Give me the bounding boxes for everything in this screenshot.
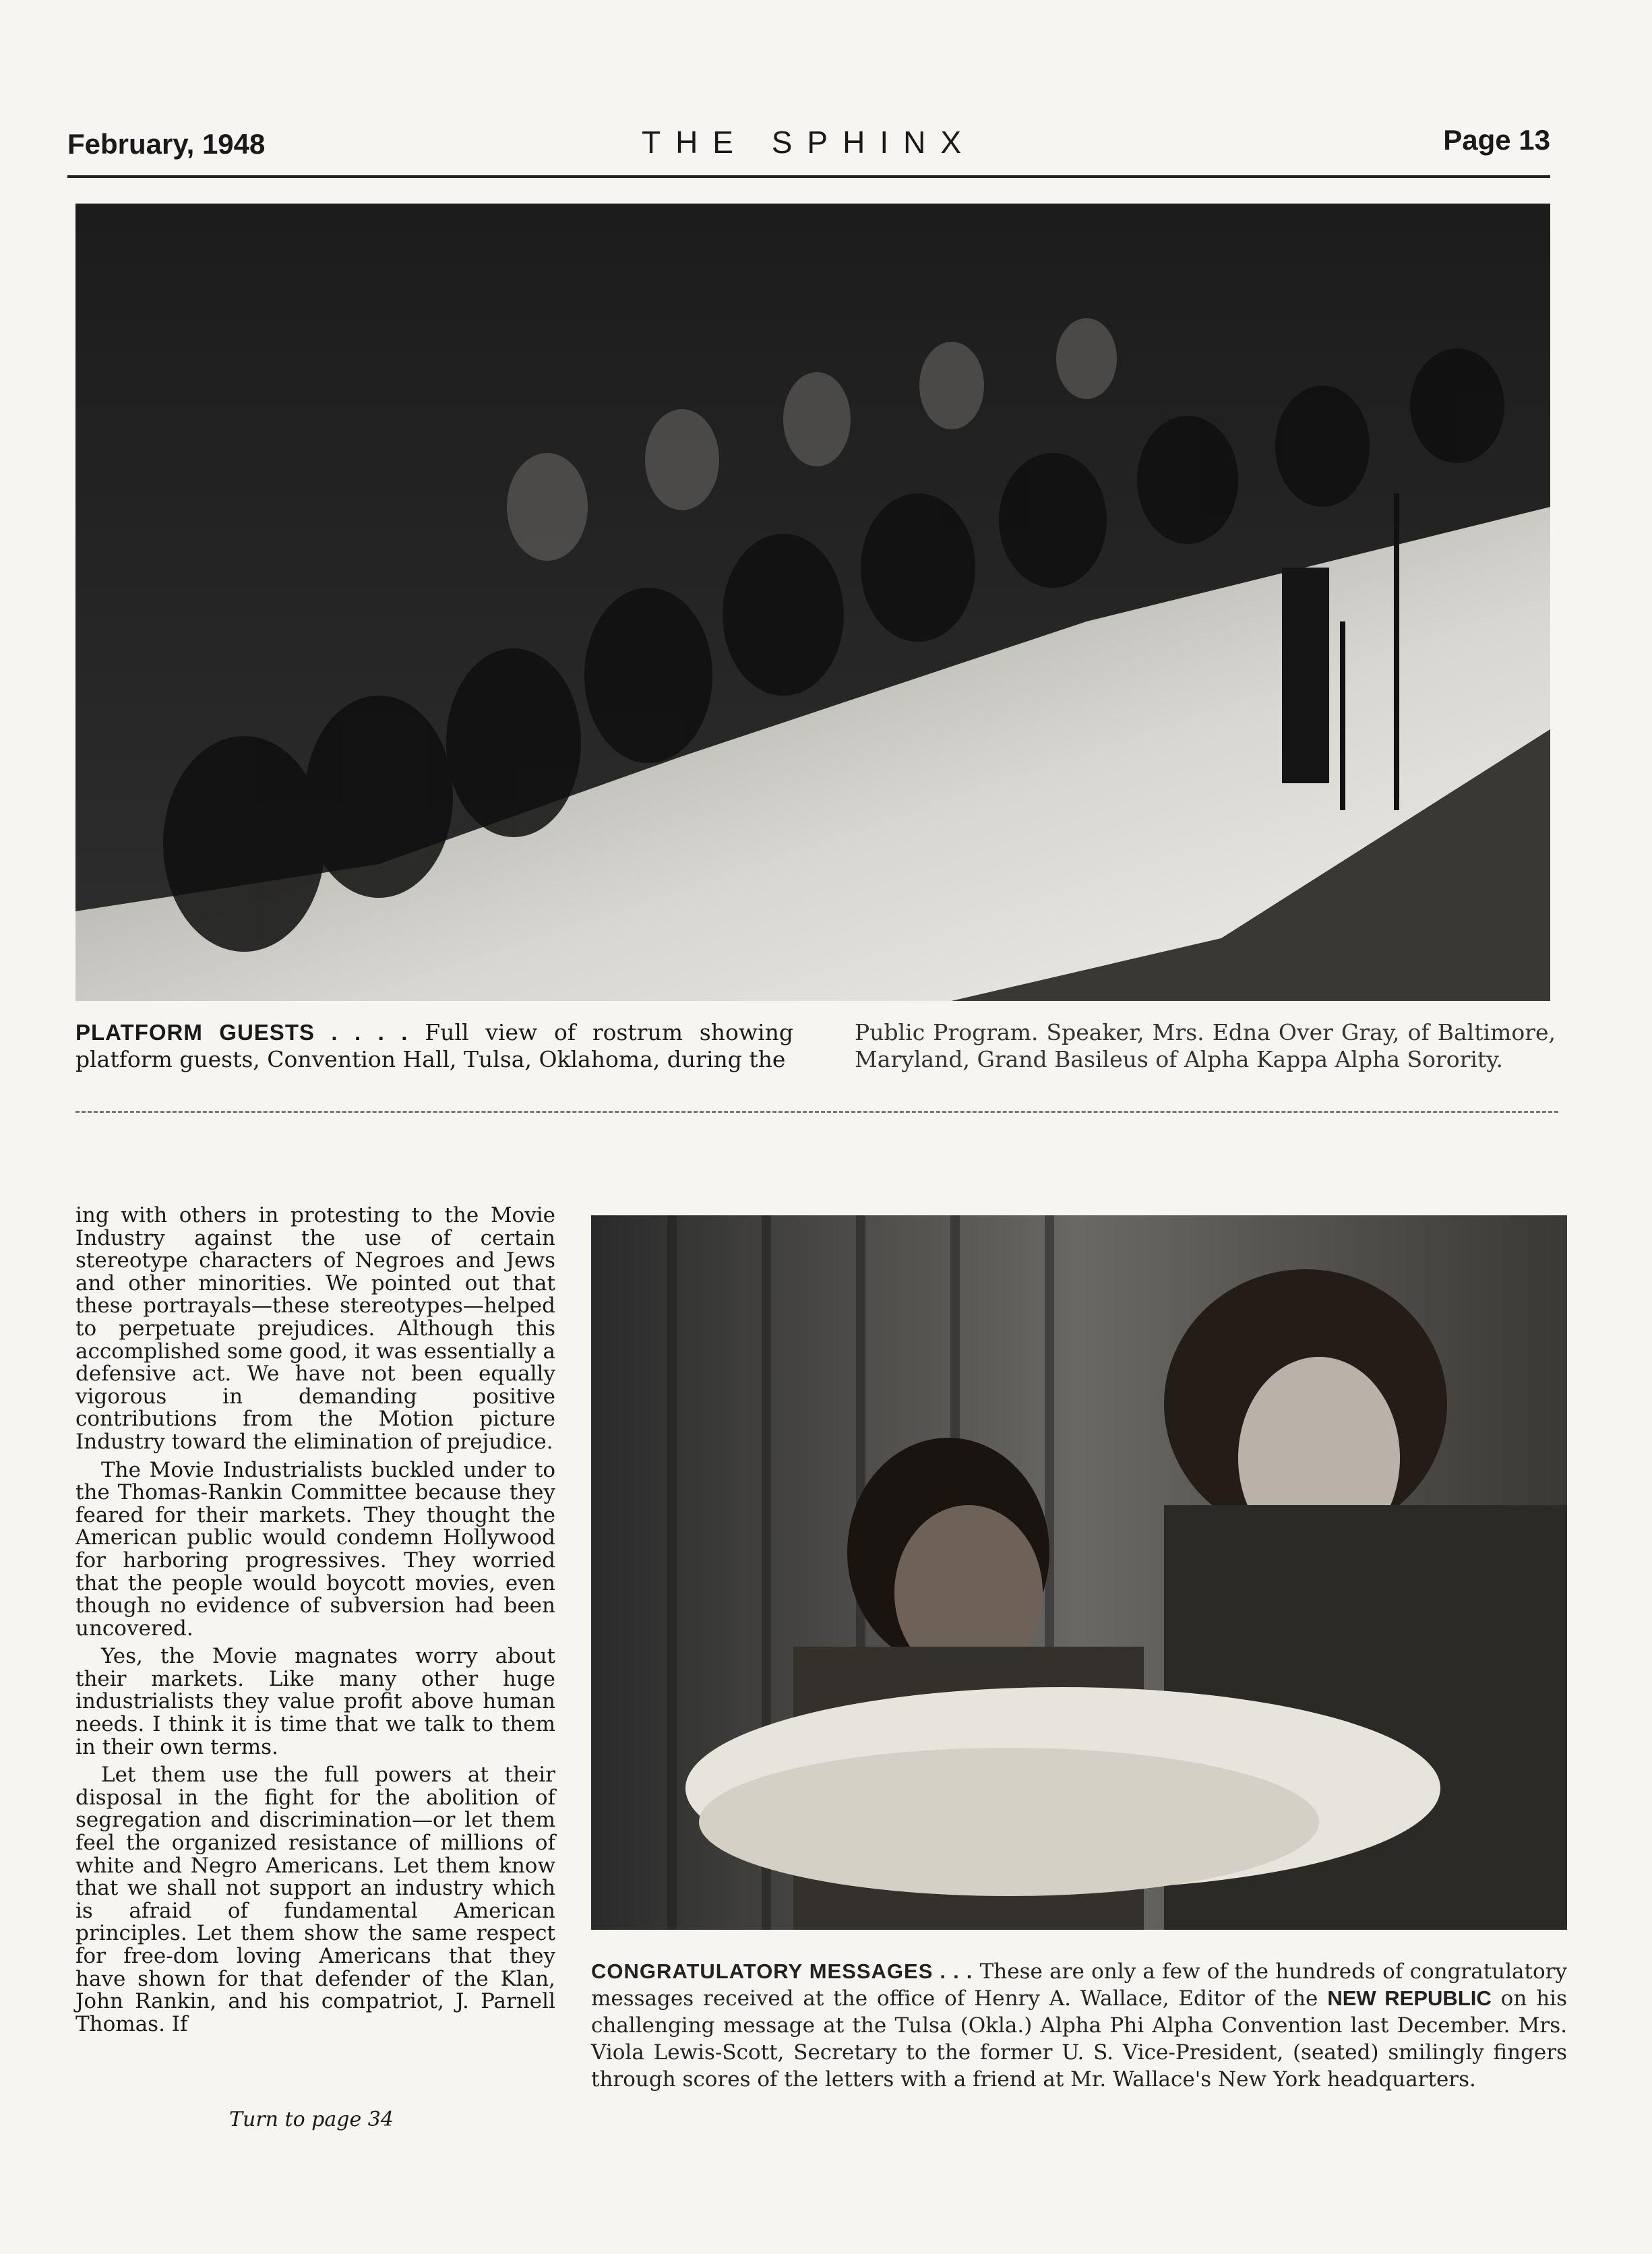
- publication-name: NEW REPUBLIC: [1327, 1986, 1492, 2010]
- photo-platform-guests-icon: [75, 204, 1550, 1001]
- platform-caption-left: [75, 1019, 793, 1073]
- article-paragraph: The Movie Industrialists buckled under to the Thomas-Rankin Committee because they feared for their markets. They thought the American public would condemn Hollywood for harboring progressives. They worried that the people would boycott movies, even though no evidence of subversion had been uncovered.: [75, 1457, 555, 1641]
- caption-text: These are only a few of the hundreds of congratulatory messages received at the office of Henry A. Wallace, Editor of the: [591, 1959, 1567, 2011]
- page-header: [67, 115, 1550, 178]
- page-number: Page 13: [1443, 124, 1550, 156]
- congratulatory-caption: [591, 1958, 1567, 2093]
- platform-caption-right: Public Program. Speaker, Mrs. Edna Over Gray, of Baltimore, Maryland, Grand Basileus of Alpha Kappa Alpha Sorority.: [855, 1019, 1556, 1072]
- caption-text: Full view of rostrum showing platform guests, Convention Hall, Tulsa, Oklahoma, during the: [75, 1019, 794, 1072]
- photo-congratulatory-messages-icon: [591, 1215, 1567, 1930]
- caption-label: PLATFORM GUESTS . . . .: [75, 1020, 408, 1045]
- section-divider: [75, 1111, 1558, 1113]
- platform-guests-photo: [75, 204, 1550, 1001]
- continuation-note: Turn to page 34: [229, 2108, 394, 2131]
- caption-text-continued: on his challenging message at the Tulsa (Okla.) Alpha Phi Alpha Convention last December. Mrs. Viola Lewis-Scott, Secretary to the former U. S. Vice-President, (seated) smilingly fingers through scores of the letters with a friend at Mr. Wallace's New York headquarters.: [591, 1986, 1567, 2092]
- caption-label: CONGRATULATORY MESSAGES . . .: [591, 1959, 973, 1983]
- issue-date: February, 1948: [67, 128, 266, 160]
- article-column: [75, 1205, 555, 2041]
- congratulatory-messages-photo: [591, 1215, 1567, 1930]
- article-paragraph: ing with others in protesting to the Movie Industry against the use of certain stereotype characters of Negroes and Jews and other minorities. We pointed out that these portrayals—these stereotypes—helped to perpetuate prejudices. Although this accomplished some good, it was essentially a defensive act. We have not been equally vigorous in demanding positive contributions from the Motion picture Industry toward the elimination of prejudice.: [75, 1203, 555, 1454]
- article-paragraph: Let them use the full powers at their disposal in the fight for the abolition of segregation and discrimination—or let them feel the organized resistance of millions of white and Negro Americans. Let them know that we shall not support an industry which is afraid of fundamental American principles. Let them show the same respect for free-dom loving Americans that they have shown for that defender of the Klan, John Rankin, and his compatriot, J. Parnell Thomas. If: [75, 1763, 555, 2036]
- magazine-title: THE SPHINX: [641, 125, 977, 160]
- article-paragraph: Yes, the Movie magnates worry about their markets. Like many other huge industrialists they value profit above human needs. I think it is time that we talk to them in their own terms.: [75, 1644, 555, 1759]
